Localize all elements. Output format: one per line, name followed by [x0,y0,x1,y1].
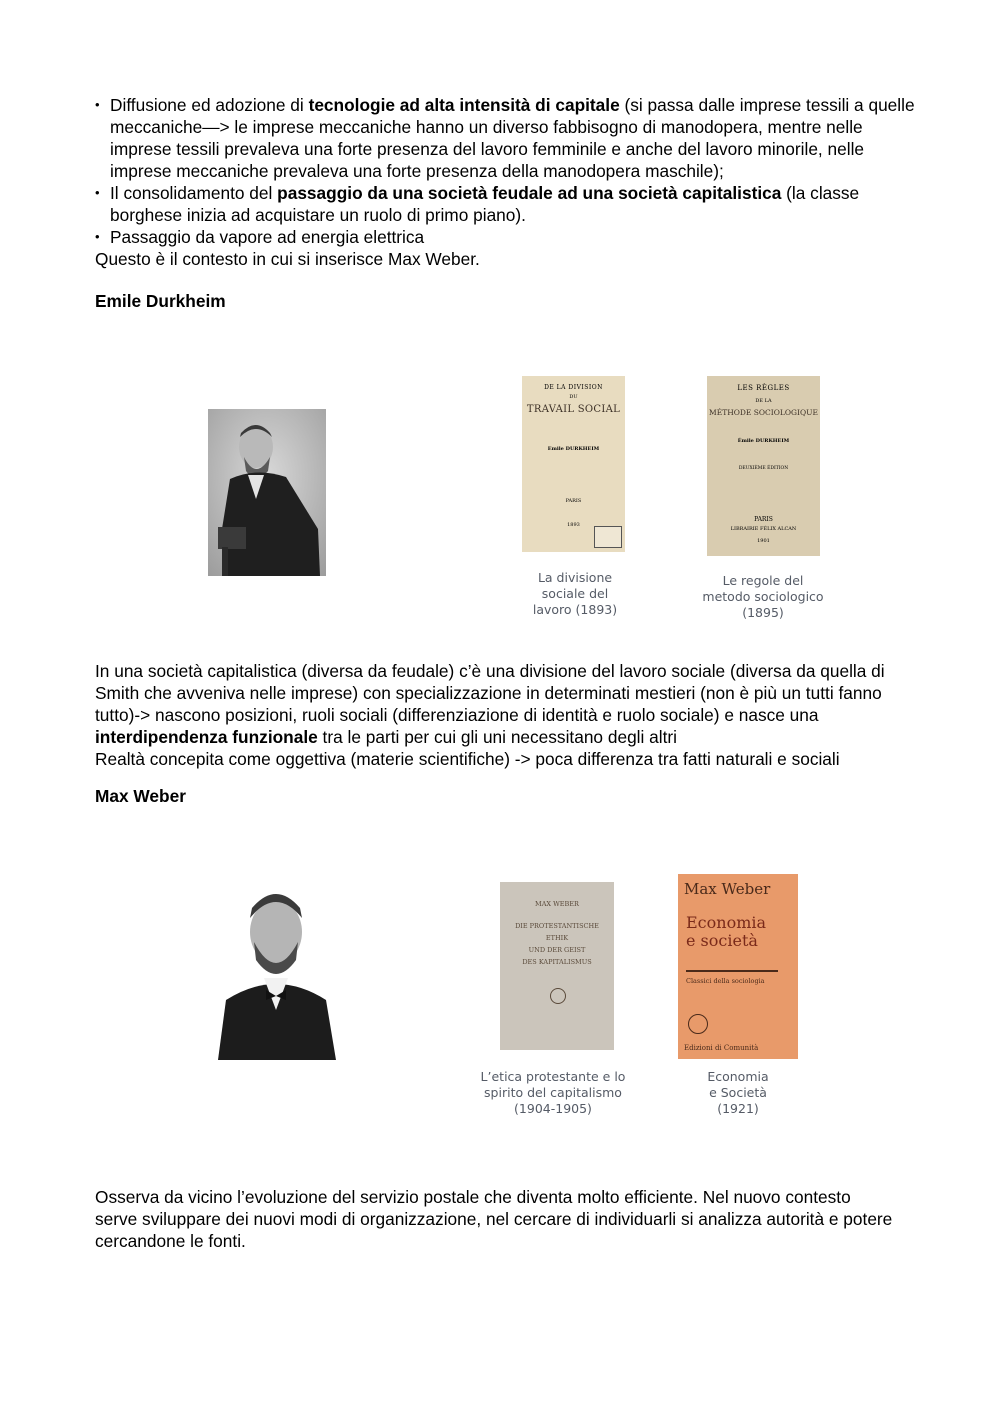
cover-line-4: DES KAPITALISMUS [522,958,592,966]
cover-top-line: DE LA DIVISION [544,384,603,391]
cover-du-line: DU [569,394,578,400]
cover-title: MÉTHODE SOCIOLOGIQUE [709,408,818,417]
weber-paragraph: Osserva da vicino l’evoluzione del servizio postale che diventa molto efficiente. Nel nuovo contesto serve sviluppare dei nuovi modi di organizzazione, nel cercare di individuarli si analizza autorità e potere cercandone le fonti. [95,1187,893,1251]
cover-publisher: Edizioni di Comunità [684,1044,759,1052]
bullet-dot: • [95,97,100,112]
bullet-dot: • [95,229,100,244]
publisher-emblem-icon [688,1014,708,1034]
book-cover-division-travail [522,376,625,552]
intro-bullet-list [95,94,915,248]
caption-economia-societa: Economia e Società (1921) [707,1069,769,1116]
cover-publisher: LIBRAIRIE FÉLIX ALCAN [730,526,797,532]
durkheim-portrait [208,409,326,576]
cover-title: Economia e società [686,913,767,950]
library-stamp [594,526,622,548]
cover-mid-line: DE LA [755,398,772,404]
weber-heading: Max Weber [95,786,186,806]
context-line: Questo è il contesto in cui si inserisce Max Weber. [95,249,480,269]
book-cover-regles-methode [707,376,820,556]
publisher-emblem-icon [550,988,566,1004]
book-cover-protestantische-ethik [500,882,614,1050]
book-cover-economia-societa [678,874,798,1059]
durkheim-portrait-image [208,409,326,576]
cover-author: MAX WEBER [535,900,579,908]
durkheim-paragraph: In una società capitalistica (diversa da feudale) c’è una divisione del lavoro sociale (diversa da quella di Smith che avveniva nelle imprese) con specializzazione in determinati mestieri (non è più un tutti fanno tutto)-> nascono posizioni, ruoli sociali (differenziazione di identità e ruolo sociale) e nasce una interdipendenza funzionale tra le parti per cui gli uni necessitano degli altri Realtà concepita come oggettiva (materie scientifiche) -> poca differenza tra fatti naturali e sociali [95,661,885,769]
cover-city: PARIS [754,516,773,523]
weber-portrait [208,880,346,1060]
cover-year: 1893 [567,522,580,528]
cover-top-line: LES RÈGLES [737,384,790,392]
cover-author: Emile DURKHEIM [547,446,600,452]
cover-author: Max Weber [684,880,771,898]
cover-title: TRAVAIL SOCIAL [526,404,621,415]
caption-division-travail: La divisione sociale del lavoro (1893) [532,570,618,617]
bullet-item: • Passaggio da vapore ad energia elettrica [95,227,425,247]
bullet-dot: • [95,185,100,200]
durkheim-heading: Emile Durkheim [95,291,226,311]
cover-rule [686,970,778,972]
cover-line-2: ETHIK [545,934,569,942]
bullet-item: • Diffusione ed adozione di tecnologie ad alta intensità di capitale (si passa dalle imprese tessili a quelle meccaniche—> le imprese meccaniche hanno un diverso fabbisogno di manodopera, mentre nelle imprese tessili prevaleva una forte presenza del lavoro femminile e anche del lavoro minorile, nelle imprese meccaniche prevaleva una forte presenza della manodopera maschile); [95,95,915,181]
bullet-item: • Il consolidamento del passaggio da una società feudale ad una società capitalistica (la classe borghese inizia ad acquistare un ruolo di primo piano). [95,183,860,225]
cover-author: Émile DURKHEIM [737,438,790,444]
cover-line-3: UND DER GEIST [528,946,586,954]
caption-protestantische-ethik: L’etica protestante e lo spirito del capitalismo (1904-1905) [480,1069,626,1116]
cover-series: Classici della sociologia [686,977,765,985]
cover-city: PARIS [565,498,582,504]
cover-line-1: DIE PROTESTANTISCHE [515,922,599,930]
weber-portrait-image [208,880,346,1060]
caption-regles-methode: Le regole del metodo sociologico (1895) [702,573,824,620]
cover-year: 1901 [757,538,770,544]
cover-edition: DEUXIÈME ÉDITION [738,466,789,471]
